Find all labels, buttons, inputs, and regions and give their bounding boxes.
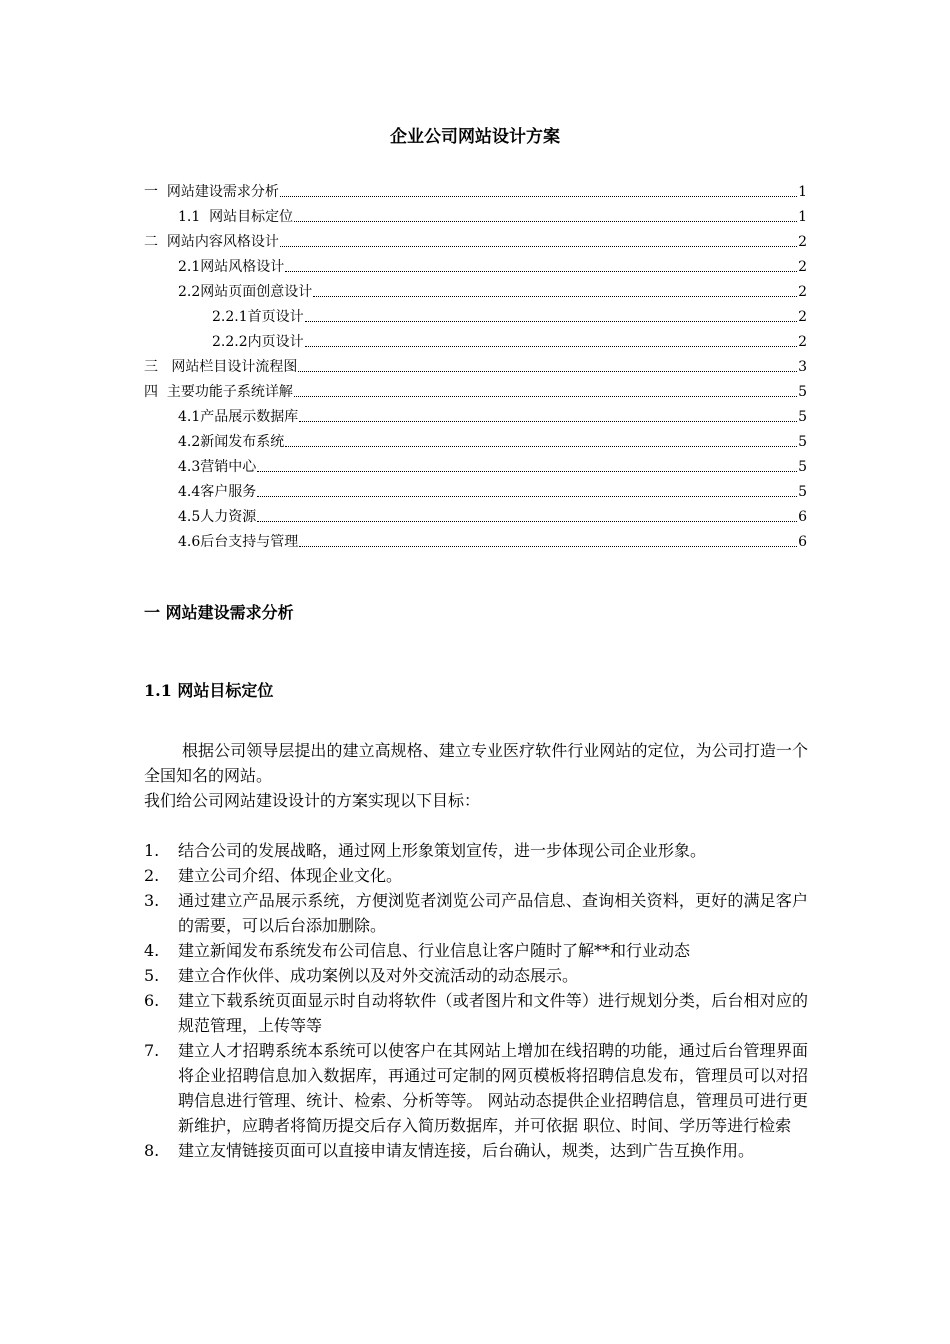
- toc-entry[interactable]: [144, 326, 807, 351]
- list-item-text: 建立公司介绍、体现企业文化。: [178, 866, 403, 885]
- list-item-number: 8.: [144, 1141, 160, 1160]
- toc-leader-dots: [285, 270, 797, 272]
- toc-entry-label: 4.2新闻发布系统: [178, 434, 285, 450]
- toc-entry[interactable]: [144, 476, 807, 501]
- toc-entry-page: 5: [798, 484, 807, 500]
- toc-leader-dots: [305, 345, 797, 347]
- toc-entry-page: 5: [798, 409, 807, 425]
- list-item-number: 5.: [144, 966, 160, 985]
- toc-entry-page: 2: [798, 284, 807, 300]
- toc-entry-label: 2.2.2内页设计: [212, 334, 304, 350]
- goals-intro-paragraph: 我们给公司网站建设设计的方案实现以下目标：: [144, 791, 481, 810]
- toc-entry-label: 三 网站栏目设计流程图: [144, 359, 298, 375]
- document-title: 企业公司网站设计方案: [390, 127, 560, 147]
- toc-entry[interactable]: [144, 301, 807, 326]
- list-item-number: 6.: [144, 991, 160, 1010]
- toc-entry-label: 四 主要功能子系统详解: [144, 384, 293, 400]
- toc-leader-dots: [313, 295, 797, 297]
- toc-leader-dots: [294, 220, 797, 222]
- list-item-text: 建立友情链接页面可以直接申请友情连接，后台确认，规类，达到广告互换作用。: [178, 1141, 755, 1160]
- list-item-text: 建立新闻发布系统发布公司信息、行业信息让客户随时了解**和行业动态: [178, 941, 691, 960]
- subsection-heading: 1.1 网站目标定位: [144, 681, 274, 700]
- toc-entry[interactable]: [144, 351, 807, 376]
- toc-entry[interactable]: [144, 426, 807, 451]
- list-item-text: 结合公司的发展战略，通过网上形象策划宣传，进一步体现公司企业形象。: [178, 841, 707, 860]
- toc-entry[interactable]: [144, 251, 807, 276]
- toc-entry-label: 4.3营销中心: [178, 459, 257, 475]
- toc-entry-label: 2.2.1首页设计: [212, 309, 304, 325]
- toc-leader-dots: [294, 395, 797, 397]
- list-item: [144, 988, 808, 1038]
- list-item: [144, 1138, 808, 1163]
- toc-leader-dots: [280, 245, 797, 247]
- toc-entry-page: 3: [798, 359, 807, 375]
- toc-entry-label: 二 网站内容风格设计: [144, 234, 279, 250]
- toc-entry-page: 5: [798, 434, 807, 450]
- toc-entry-label: 4.5人力资源: [178, 509, 257, 525]
- toc-leader-dots: [257, 470, 797, 472]
- list-item: [144, 863, 808, 888]
- toc-entry-label: 2.2网站页面创意设计: [178, 284, 313, 300]
- list-item-number: 3.: [144, 891, 160, 910]
- list-item-number: 2.: [144, 866, 160, 885]
- list-item-text: 通过建立产品展示系统，方便浏览者浏览公司产品信息、查询相关资料，更好的满足客户的需要，可以后台添加删除。: [178, 891, 808, 935]
- section-heading: 一 网站建设需求分析: [144, 603, 294, 622]
- toc-entry-page: 1: [798, 209, 807, 225]
- list-item: [144, 838, 808, 863]
- toc-leader-dots: [280, 195, 797, 197]
- list-item-number: 7.: [144, 1041, 160, 1060]
- toc-entry-page: 2: [798, 334, 807, 350]
- list-item-text: 建立下载系统页面显示时自动将软件（或者图片和文件等）进行规划分类，后台相对应的规范管理，上传等等: [178, 991, 808, 1035]
- list-item: [144, 1038, 808, 1138]
- goals-list: [144, 838, 808, 1163]
- toc-entry-page: 2: [798, 309, 807, 325]
- toc-entry-page: 5: [798, 384, 807, 400]
- toc-leader-dots: [299, 420, 797, 422]
- toc-entry[interactable]: [144, 451, 807, 476]
- toc-entry-page: 1: [798, 184, 807, 200]
- toc-entry-page: 2: [798, 234, 807, 250]
- list-item-number: 4.: [144, 941, 160, 960]
- toc-entry[interactable]: [144, 226, 807, 251]
- list-item-text: 建立人才招聘系统本系统可以使客户在其网站上增加在线招聘的功能，通过后台管理界面将企业招聘信息加入数据库，再通过可定制的网页模板将招聘信息发布，管理员可以对招聘信息进行管理、统计、检索、分析等等。 网站动态提供企业招聘信息，管理员可进行更新维护，应聘者将简历提交后存入简历数据库，并可依据 职位、时间、学历等进行检索: [178, 1041, 808, 1135]
- toc-entry-page: 6: [798, 509, 807, 525]
- intro-paragraph: 根据公司领导层提出的建立高规格、建立专业医疗软件行业网站的定位，为公司打造一个全国知名的网站。: [144, 741, 808, 785]
- toc-entry-label: 4.4客户服务: [178, 484, 257, 500]
- toc-entry[interactable]: [144, 526, 807, 551]
- toc-leader-dots: [299, 545, 797, 547]
- toc-leader-dots: [298, 370, 797, 372]
- toc-entry-page: 6: [798, 534, 807, 550]
- toc-entry-label: 1.1 网站目标定位: [178, 209, 294, 225]
- toc-entry-label: 4.6后台支持与管理: [178, 534, 299, 550]
- list-item-text: 建立合作伙伴、成功案例以及对外交流活动的动态展示。: [178, 966, 579, 985]
- toc-entry[interactable]: [144, 501, 807, 526]
- toc-leader-dots: [257, 520, 797, 522]
- list-item: [144, 938, 808, 963]
- toc-leader-dots: [285, 445, 797, 447]
- list-item-number: 1.: [144, 841, 160, 860]
- table-of-contents: [144, 176, 807, 551]
- toc-entry[interactable]: [144, 276, 807, 301]
- toc-leader-dots: [257, 495, 797, 497]
- toc-entry[interactable]: [144, 201, 807, 226]
- toc-leader-dots: [305, 320, 797, 322]
- toc-entry[interactable]: [144, 376, 807, 401]
- toc-entry-label: 4.1产品展示数据库: [178, 409, 299, 425]
- toc-entry-page: 2: [798, 259, 807, 275]
- toc-entry[interactable]: [144, 176, 807, 201]
- toc-entry[interactable]: [144, 401, 807, 426]
- toc-entry-page: 5: [798, 459, 807, 475]
- list-item: [144, 888, 808, 938]
- toc-entry-label: 2.1网站风格设计: [178, 259, 285, 275]
- toc-entry-label: 一 网站建设需求分析: [144, 184, 279, 200]
- list-item: [144, 963, 808, 988]
